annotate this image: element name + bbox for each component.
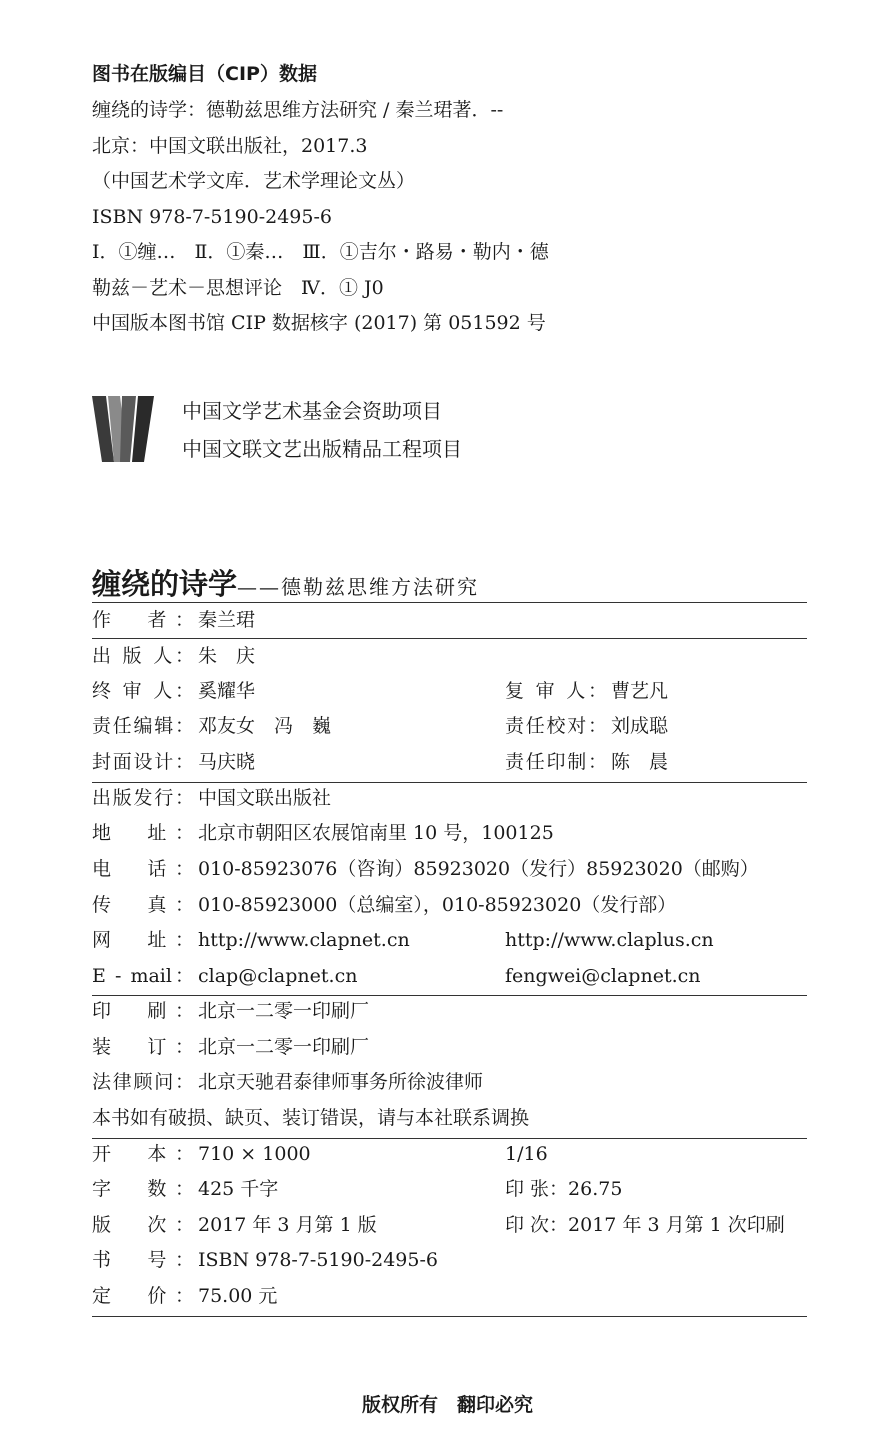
print-binder — [92, 1032, 807, 1062]
label: 印 张： — [505, 1178, 569, 1200]
print-printer — [92, 996, 807, 1026]
value: 北京一二零一印刷厂 — [198, 1000, 370, 1022]
label: 印 次： — [505, 1214, 569, 1236]
credit-cover — [92, 747, 807, 777]
cip-line: 缠绕的诗学：德勒兹思维方法研究 / 秦兰珺著．-- — [92, 99, 504, 121]
divider — [92, 638, 807, 639]
label: 电 话： — [92, 858, 194, 880]
value: 26.75 — [568, 1178, 623, 1200]
label: 装 订： — [92, 1036, 194, 1058]
label: 作 者： — [92, 609, 194, 631]
cip-line: ISBN 978-7-5190-2495-6 — [92, 205, 332, 228]
value: 北京一二零一印刷厂 — [198, 1036, 370, 1058]
label: 责任编辑： — [92, 715, 194, 737]
label: 定 价： — [92, 1285, 194, 1307]
value: 北京市朝阳区农展馆南里 10 号，100125 — [198, 822, 554, 844]
fund-projects — [182, 396, 462, 472]
copyright-notice: 版权所有 翻印必究 — [361, 1394, 533, 1416]
spec-words — [92, 1174, 807, 1204]
publisher-fax — [92, 890, 807, 920]
publisher-email — [92, 961, 807, 991]
value: 中国文联出版社 — [198, 787, 332, 809]
label: 出版发行： — [92, 787, 194, 809]
credit-author — [92, 605, 807, 635]
print-legal — [92, 1067, 807, 1097]
email-link: clap@clapnet.cn — [198, 965, 358, 987]
value: 朱 庆 — [198, 645, 256, 667]
cip-line: （中国艺术学文库．艺术学理论文丛） — [92, 170, 416, 192]
value: 010-85923000（总编室），010-85923020（发行部） — [198, 894, 677, 916]
label: 责任印制： — [505, 751, 607, 773]
publisher-logo-icon — [92, 396, 154, 462]
label: 书 号： — [92, 1249, 194, 1271]
credit-review — [92, 676, 807, 706]
divider — [92, 602, 807, 603]
book-title: 缠绕的诗学 — [92, 567, 238, 601]
publisher-address — [92, 818, 807, 848]
value: 曹艺凡 — [611, 680, 669, 702]
label: 终 审 人： — [92, 680, 194, 702]
cip-line: 中国版本图书馆 CIP 数据核字 (2017) 第 051592 号 — [92, 312, 546, 334]
spec-isbn — [92, 1245, 807, 1275]
value: 2017 年 3 月第 1 次印刷 — [568, 1214, 785, 1236]
label: 复 审 人： — [505, 680, 607, 702]
fund-line: 中国文联文艺出版精品工程项目 — [182, 437, 462, 461]
website-link: http://www.clapnet.cn — [198, 929, 410, 951]
spec-price — [92, 1281, 807, 1311]
value: 北京天驰君泰律师事务所徐波律师 — [198, 1071, 484, 1093]
print-notice — [92, 1103, 807, 1133]
label: 出 版 人： — [92, 645, 194, 667]
label: 法律顾问： — [92, 1071, 194, 1093]
email-link: fengwei@clapnet.cn — [505, 965, 701, 987]
label: 网 址： — [92, 929, 194, 951]
value: 425 千字 — [198, 1178, 279, 1200]
label: 版 次： — [92, 1214, 194, 1236]
label: 开 本： — [92, 1143, 194, 1165]
label: 封面设计： — [92, 751, 194, 773]
label: 地 址： — [92, 822, 194, 844]
credit-editors — [92, 711, 807, 741]
value: 秦兰珺 — [198, 609, 256, 631]
label: 责任校对： — [505, 715, 607, 737]
value: 马庆晓 — [198, 751, 256, 773]
cip-line: 北京：中国文联出版社，2017.3 — [92, 134, 368, 157]
spec-format — [92, 1139, 807, 1169]
publisher-distribution — [92, 783, 807, 813]
value: 710 × 1000 — [198, 1143, 311, 1165]
book-subtitle: ——德勒兹思维方法研究 — [237, 575, 480, 599]
credit-publisher-person — [92, 641, 807, 671]
fund-line: 中国文学艺术基金会资助项目 — [182, 399, 442, 423]
divider — [92, 1316, 807, 1317]
notice-text: 本书如有破损、缺页、装订错误，请与本社联系调换 — [92, 1107, 530, 1129]
label: E - mail： — [92, 965, 194, 987]
publisher-web — [92, 925, 807, 955]
website-link: http://www.claplus.cn — [505, 929, 714, 951]
value: 75.00 元 — [198, 1285, 278, 1307]
cip-line: 勒兹－艺术－思想评论 Ⅳ．① J0 — [92, 276, 384, 299]
value: 1/16 — [505, 1143, 548, 1165]
value: 2017 年 3 月第 1 版 — [198, 1214, 377, 1236]
value: 010-85923076（咨询）85923020（发行）85923020（邮购） — [198, 858, 759, 880]
value: 陈 晨 — [611, 751, 669, 773]
publisher-phone — [92, 854, 807, 884]
spec-edition — [92, 1210, 807, 1240]
value: ISBN 978-7-5190-2495-6 — [198, 1249, 438, 1271]
value: 邓友女 冯 巍 — [198, 715, 332, 737]
book-title-block — [92, 562, 479, 603]
label: 字 数： — [92, 1178, 194, 1200]
value: 奚耀华 — [198, 680, 256, 702]
value: 刘成聪 — [611, 715, 669, 737]
label: 传 真： — [92, 894, 194, 916]
cip-record — [92, 96, 549, 345]
label: 印 刷： — [92, 1000, 194, 1022]
cip-line: Ⅰ．①缠… Ⅱ．①秦… Ⅲ．①吉尔・路易・勒内・德 — [92, 241, 549, 263]
cip-title: 图书在版编目（CIP）数据 — [92, 63, 317, 85]
